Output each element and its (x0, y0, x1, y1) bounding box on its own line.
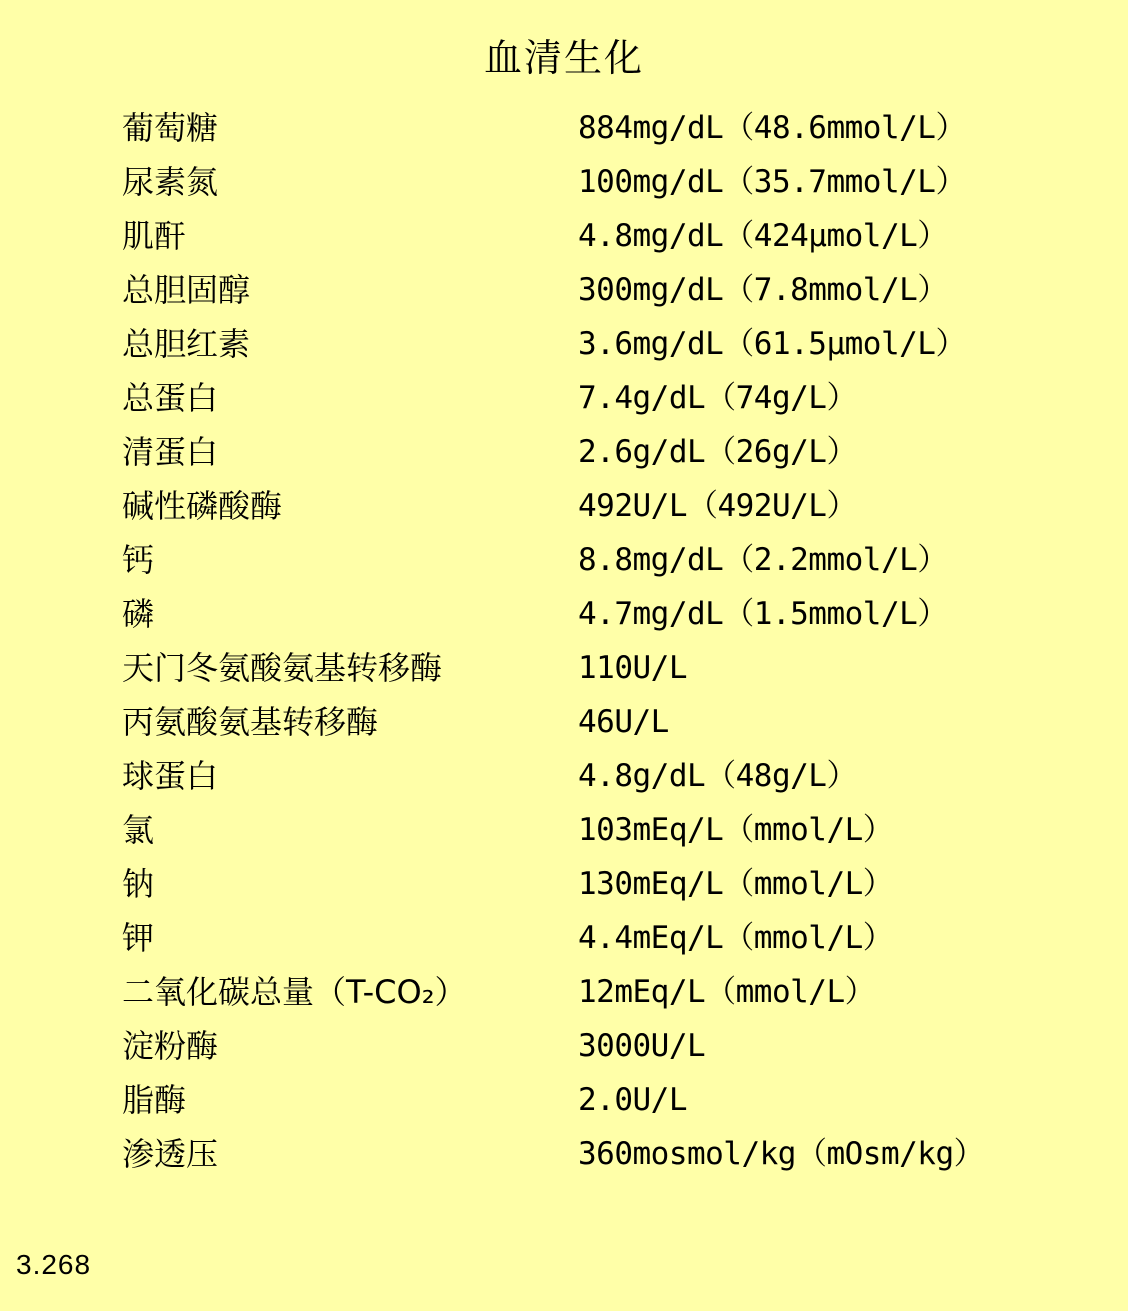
lab-test-name: 天门冬氨酸氨基转移酶 (122, 649, 443, 687)
lab-result-row (122, 587, 1102, 641)
lab-test-value: 4.8mg/dL（424μmol/L） (578, 218, 948, 254)
lab-test-name: 尿素氮 (122, 163, 219, 201)
lab-test-value: 492U/L（492U/L） (578, 488, 857, 524)
lab-test-name: 钾 (122, 919, 155, 957)
lab-test-name: 二氧化碳总量（T-CO₂） (122, 973, 467, 1011)
lab-test-value: 4.8g/dL（48g/L） (578, 758, 857, 794)
lab-result-row (122, 641, 1102, 695)
lab-test-name: 丙氨酸氨基转移酶 (122, 703, 379, 741)
lab-test-name: 总胆红素 (122, 325, 251, 363)
lab-test-name: 磷 (122, 595, 155, 633)
lab-result-row (122, 1127, 1102, 1181)
lab-result-row (122, 965, 1102, 1019)
lab-result-row (122, 911, 1102, 965)
lab-test-value: 2.6g/dL（26g/L） (578, 434, 857, 470)
lab-result-row (122, 263, 1102, 317)
lab-result-row (122, 695, 1102, 749)
lab-test-value: 4.4mEq/L（mmol/L） (578, 920, 894, 956)
lab-result-row (122, 1073, 1102, 1127)
lab-test-value: 360mosmol/kg（mOsm/kg） (578, 1136, 985, 1172)
lab-test-value: 2.0U/L (578, 1082, 687, 1118)
lab-result-row (122, 479, 1102, 533)
lab-test-name: 清蛋白 (122, 433, 219, 471)
lab-test-name: 总胆固醇 (122, 271, 251, 309)
lab-test-value: 8.8mg/dL（2.2mmol/L） (578, 542, 948, 578)
lab-result-row (122, 155, 1102, 209)
lab-result-row (122, 209, 1102, 263)
lab-test-value: 4.7mg/dL（1.5mmol/L） (578, 596, 948, 632)
lab-result-row (122, 425, 1102, 479)
lab-test-name: 钙 (122, 541, 155, 579)
lab-test-name: 球蛋白 (122, 757, 219, 795)
lab-test-value: 110U/L (578, 650, 687, 686)
lab-result-row (122, 1019, 1102, 1073)
lab-result-row (122, 857, 1102, 911)
lab-test-name: 渗透压 (122, 1135, 219, 1173)
lab-test-name: 淀粉酶 (122, 1027, 219, 1065)
lab-result-row (122, 317, 1102, 371)
lab-test-name: 钠 (122, 865, 155, 903)
lab-test-value: 46U/L (578, 704, 669, 740)
lab-test-value: 103mEq/L（mmol/L） (578, 812, 894, 848)
lab-test-name: 葡萄糖 (122, 109, 219, 147)
lab-test-name: 脂酶 (122, 1081, 187, 1119)
lab-test-value: 130mEq/L（mmol/L） (578, 866, 894, 902)
lab-result-row (122, 101, 1102, 155)
lab-test-value: 3.6mg/dL（61.5μmol/L） (578, 326, 966, 362)
lab-result-row (122, 371, 1102, 425)
lab-test-value: 3000U/L (578, 1028, 706, 1064)
lab-result-row (122, 749, 1102, 803)
lab-test-name: 肌酐 (122, 217, 187, 255)
lab-test-value: 7.4g/dL（74g/L） (578, 380, 857, 416)
lab-result-row (122, 803, 1102, 857)
lab-result-row (122, 533, 1102, 587)
lab-results-table (122, 101, 1102, 1181)
lab-test-value: 884mg/dL（48.6mmol/L） (578, 110, 966, 146)
lab-test-value: 12mEq/L（mmol/L） (578, 974, 876, 1010)
page-number: 3.268 (16, 1249, 92, 1280)
lab-test-name: 总蛋白 (122, 379, 219, 417)
lab-test-value: 100mg/dL（35.7mmol/L） (578, 164, 966, 200)
lab-test-name: 氯 (122, 811, 155, 849)
lab-test-value: 300mg/dL（7.8mmol/L） (578, 272, 948, 308)
page-title: 血清生化 (483, 36, 644, 80)
lab-test-name: 碱性磷酸酶 (122, 487, 283, 525)
